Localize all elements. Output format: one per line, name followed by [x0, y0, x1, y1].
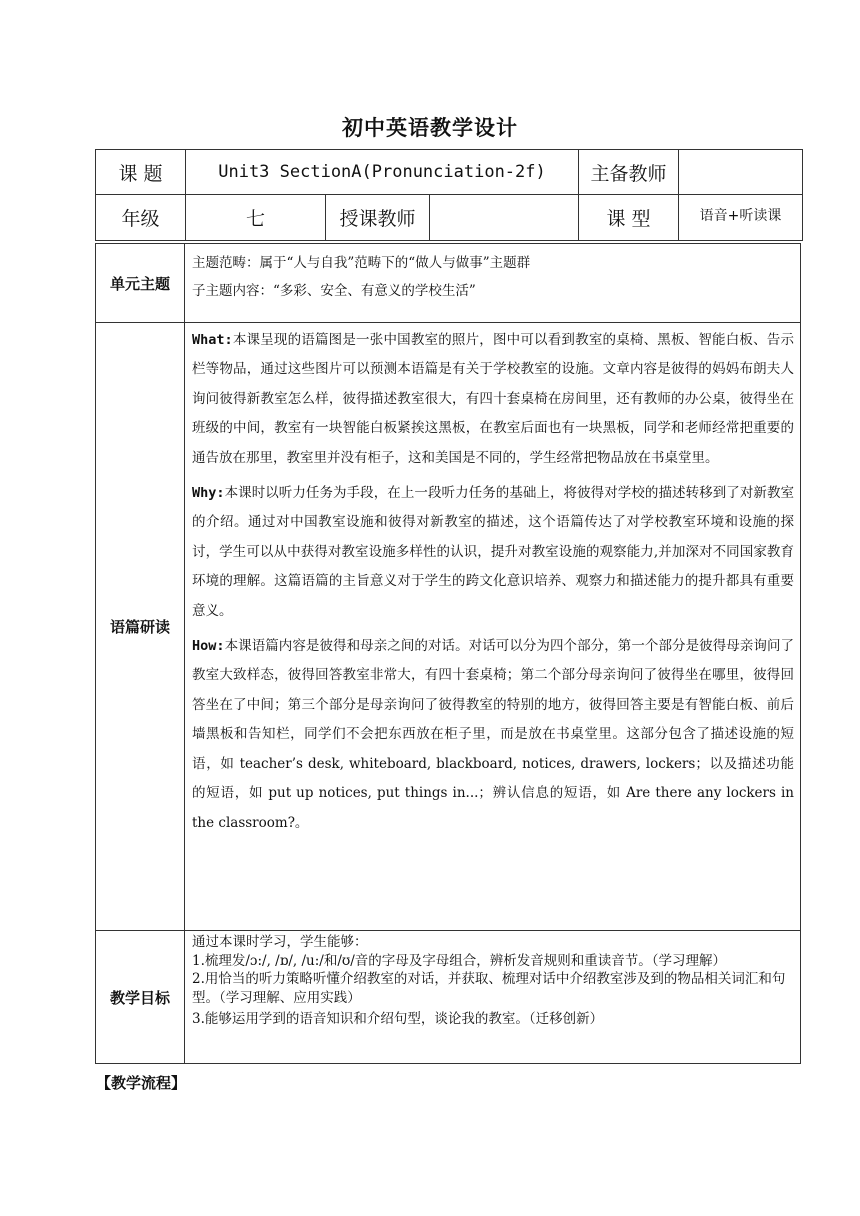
goals-content	[184, 930, 801, 1064]
what-text: 本课呈现的语篇图是一张中国教室的照片，图中可以看到教室的桌椅、黑板、智能白板、告示栏等物品，通过这些图片可以预测本语篇是有关于学校教室的设施。文章内容是彼得的妈妈布朗夫人询问彼得新教室怎么样，彼得描述教室很大，有四十套桌椅在房间里，还有教师的办公桌，彼得坐在班级的中间，教室有一块智能白板紧挨这黑板，在教室后面也有一块黑板，同学和老师经常把重要的通告放在那里，教室里并没有柜子，这和美国是不同的，学生经常把物品放在书桌堂里。	[192, 332, 794, 466]
goals-row	[95, 930, 801, 1064]
unit-theme-line2: 子主题内容：“多彩、安全、有意义的学校生活”	[192, 283, 476, 299]
grade-label: 年级	[95, 194, 186, 241]
document-title: 初中英语教学设计	[342, 116, 518, 140]
topic-label: 课 题	[95, 149, 186, 195]
type-value: 语音+听读课	[678, 194, 803, 241]
goals-label: 教学目标	[95, 930, 185, 1064]
text-study-row	[95, 322, 801, 931]
why-text: 本课时以听力任务为手段，在上一段听力任务的基础上，将彼得对学校的描述转移到了对新教室的介绍。通过对中国教室设施和彼得对新教室的描述，这个语篇传达了对学校教室环境和设施的探讨，学生可以从中获得对教室设施多样性的认识，提升对教室设施的观察能力,并加深对不同国家教育环境的理解。这篇语篇的主旨意义对于学生的跨文化意识培养、观察力和描述能力的提升都具有重要意义。	[192, 485, 794, 619]
unit-theme-row	[95, 243, 801, 323]
unit-theme-content	[184, 243, 801, 323]
text-study-label: 语篇研读	[95, 322, 185, 931]
lead-teacher-value	[678, 149, 803, 195]
why-paragraph	[192, 479, 794, 626]
teaching-flow-heading: 【教学流程】	[96, 1074, 187, 1092]
teacher-value	[429, 194, 579, 241]
type-label: 课 型	[578, 194, 679, 241]
goals-intro: 通过本课时学习，学生能够：	[192, 934, 368, 950]
grade-value: 七	[185, 194, 326, 241]
how-prefix: How:	[192, 638, 225, 655]
text-study-content	[184, 322, 801, 931]
teacher-label: 授课教师	[325, 194, 430, 241]
unit-theme-line1: 主题范畴：属于“人与自我”范畴下的“做人与做事”主题群	[192, 255, 531, 271]
how-paragraph	[192, 632, 794, 838]
what-paragraph	[192, 326, 794, 473]
what-prefix: What:	[192, 332, 233, 348]
goal-item-3: 3.能够运用学到的语音知识和介绍句型，谈论我的教室。（迁移创新）	[192, 1011, 604, 1027]
topic-value: Unit3 SectionA(Pronunciation-2f)	[185, 149, 579, 195]
header-table	[95, 149, 803, 241]
goal-item-1: 1.梳理发/ɔ:/, /ɒ/, /u:/和/ʊ/音的字母及字母组合，辨析发音规则和重读音节。（学习理解）	[192, 952, 727, 969]
unit-theme-label: 单元主题	[95, 243, 185, 323]
goal-item-2: 2.用恰当的听力策略听懂介绍教室的对话，并获取、梳理对话中介绍教室涉及到的物品相关词汇和句型。（学习理解、应用实践）	[192, 971, 786, 1006]
lead-teacher-label: 主备教师	[578, 149, 679, 195]
why-prefix: Why:	[192, 485, 225, 502]
how-text: 本课语篇内容是彼得和母亲之间的对话。对话可以分为四个部分，第一个部分是彼得母亲询问了教室大致样态，彼得回答教室非常大，有四十套桌椅；第二个部分母亲询问了彼得坐在哪里，彼得回答坐在了中间；第三个部分是母亲询问了彼得教室的特别的地方，彼得回答主要是有智能白板、前后墙黑板和告知栏，同学们不会把东西放在柜子里，而是放在书桌堂里。这部分包含了描述设施的短语，如 teacher’s desk, whiteboard, blackboard, notices, drawers, lockers；以及描述功能的短语，如 put up notices, put things in...；辨认信息的短语，如 Are there any lockers in the classroom?。	[192, 638, 794, 831]
